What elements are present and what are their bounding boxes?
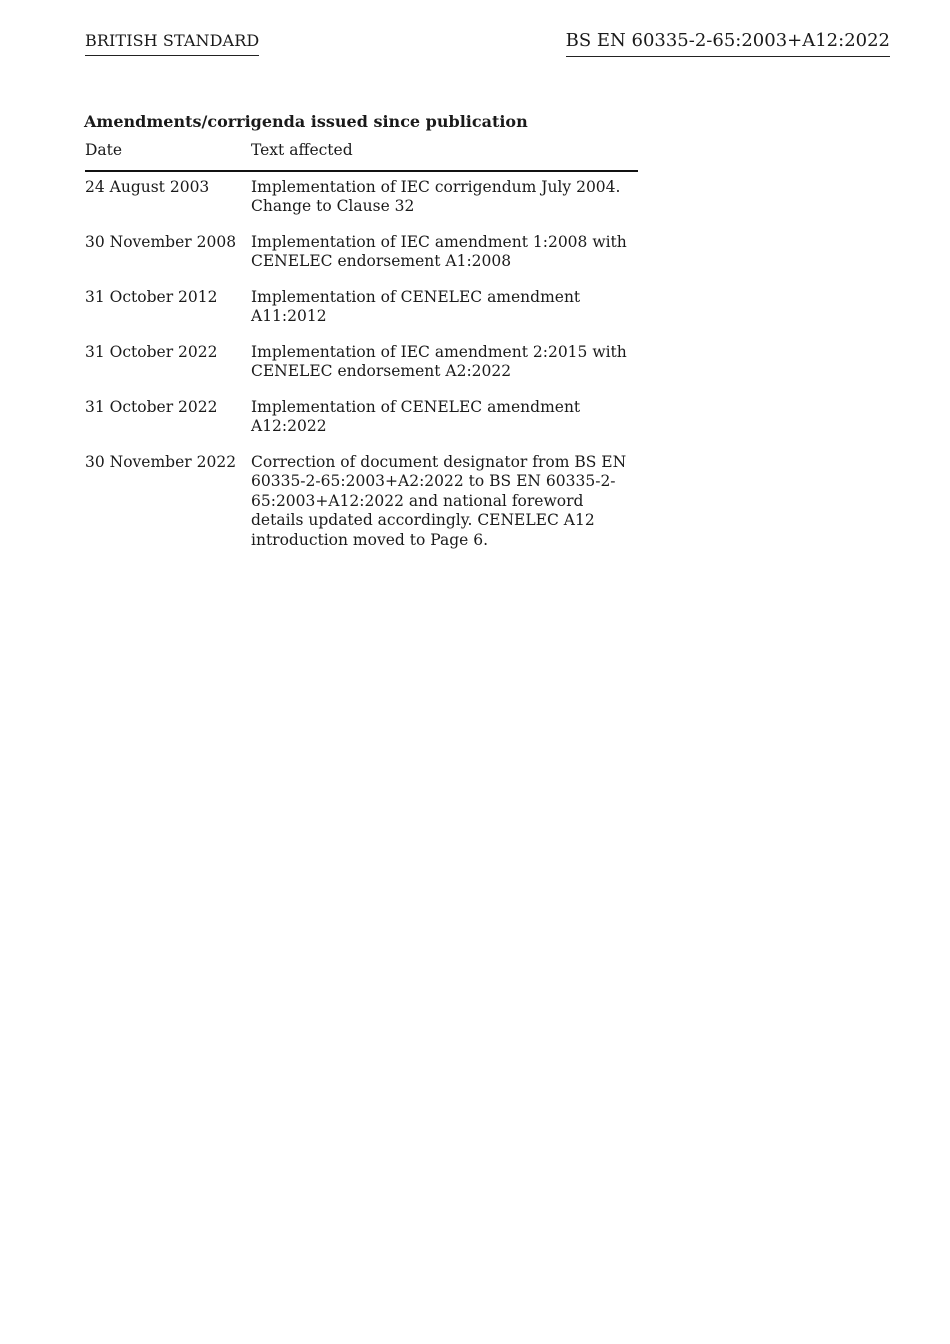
amendments-table-header [85, 141, 638, 172]
amendment-date: 31 October 2022 [85, 397, 218, 416]
amendment-text: Implementation of IEC amendment 2:2015 with CENELEC endorsement A2:2022 [251, 342, 627, 380]
amendment-text: Implementation of IEC amendment 1:2008 with CENELEC endorsement A1:2008 [251, 232, 627, 270]
amendment-text: Correction of document designator from BS EN 60335-2-65:2003+A2:2022 to BS EN 60335-2-65:2003+A12:2022 and national foreword details updated accordingly. CENELEC A12 introduction moved to Page 6. [251, 452, 627, 549]
amendment-date: 31 October 2022 [85, 342, 218, 361]
table-row [85, 288, 638, 327]
table-row [85, 453, 638, 551]
amendment-date: 30 November 2008 [85, 232, 237, 251]
amendment-date: 24 August 2003 [85, 177, 210, 196]
amendment-date: 30 November 2022 [85, 452, 237, 471]
table-row [85, 178, 638, 217]
table-row [85, 398, 638, 437]
table-row [85, 343, 638, 382]
amendment-text: Implementation of IEC corrigendum July 2004. Change to Clause 32 [251, 177, 621, 215]
amendments-table [85, 141, 638, 550]
header-publisher: BRITISH STANDARD [85, 31, 259, 56]
amendment-date: 31 October 2012 [85, 287, 218, 306]
table-row [85, 233, 638, 272]
header-document-designator: BS EN 60335-2-65:2003+A12:2022 [566, 30, 890, 57]
column-header-date: Date [85, 141, 123, 159]
amendments-title: Amendments/corrigenda issued since publication [84, 112, 528, 131]
amendment-text: Implementation of CENELEC amendment A12:2022 [251, 397, 581, 435]
amendment-text: Implementation of CENELEC amendment A11:2012 [251, 287, 581, 325]
column-header-text-affected: Text affected [251, 141, 353, 159]
